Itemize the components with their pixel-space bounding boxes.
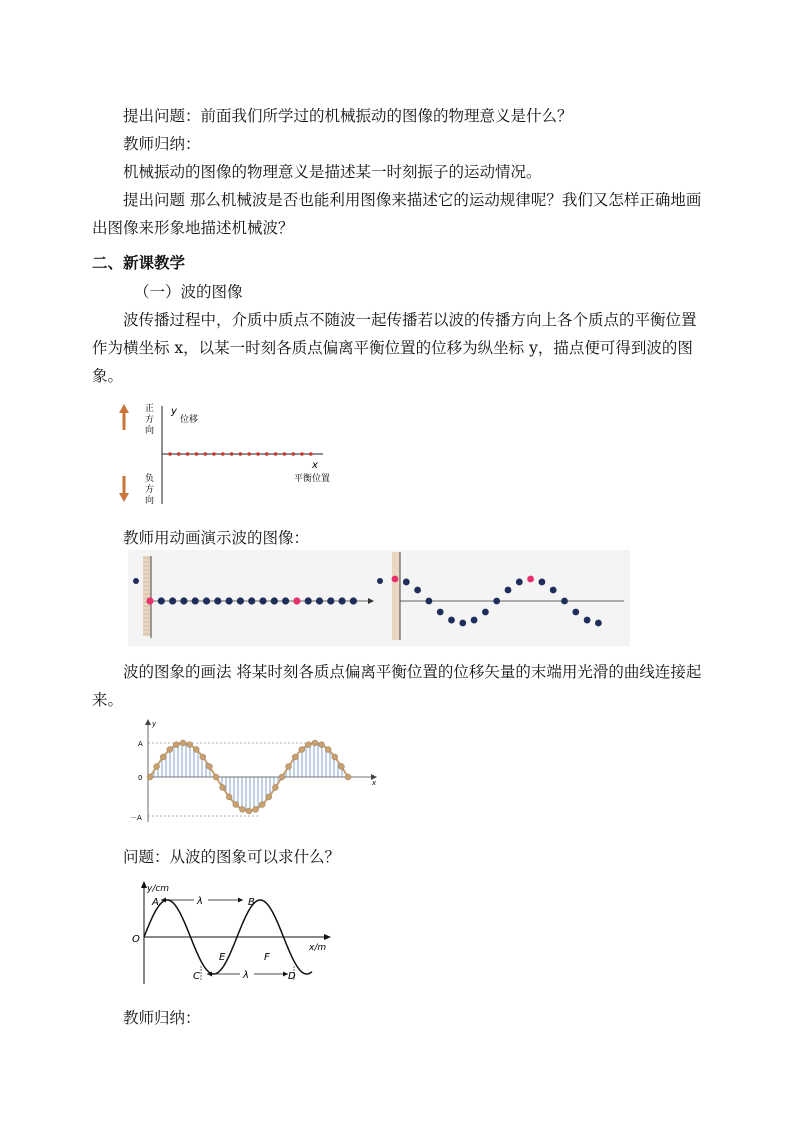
- particle: [595, 620, 602, 627]
- teacher-summary-2: 教师归纳：: [123, 1009, 201, 1027]
- x-axis-label: 平衡位置: [294, 474, 331, 484]
- wave-bead: [193, 746, 199, 752]
- point-F-label: F: [264, 952, 270, 963]
- wave-bead: [305, 742, 311, 748]
- subsection-heading: （一）波的图像: [134, 283, 243, 301]
- particle: [293, 597, 300, 604]
- x-unit-label: x/m: [309, 943, 327, 953]
- particle: [448, 617, 455, 624]
- wave-bead: [345, 774, 351, 780]
- y-unit-label: y/cm: [147, 884, 170, 894]
- equilibrium-dot: [221, 452, 225, 456]
- particle: [505, 587, 512, 594]
- y-axis-label: 位移: [180, 415, 199, 425]
- wall-right: [392, 552, 400, 640]
- particle: [133, 578, 139, 584]
- wave-bead: [187, 742, 193, 748]
- wave-bead: [319, 742, 325, 748]
- wave-bead: [167, 746, 173, 752]
- section-heading: 二、新课教学: [92, 253, 186, 272]
- particle: [550, 587, 557, 594]
- particle: [203, 597, 210, 604]
- drawing-method-paragraph: 波的图象的画法 将某时刻各质点偏离平衡位置的位移矢量的末端用光滑的曲线连接起来。: [92, 663, 702, 709]
- particle: [539, 579, 546, 586]
- wave-image-block: [92, 278, 702, 390]
- answer-1: 机械振动的图像的物理意义是描述某一时刻振子的运动情况。: [123, 163, 542, 181]
- figure-animation-frames: [128, 550, 630, 646]
- origin-label: O: [132, 934, 140, 945]
- wave-bead: [160, 754, 166, 760]
- equilibrium-dot: [186, 452, 190, 456]
- wave-bead: [226, 794, 232, 800]
- particle: [403, 579, 410, 586]
- wave-bead: [147, 774, 153, 780]
- wall-left: [143, 556, 151, 636]
- particle: [414, 587, 421, 594]
- equilibrium-dot: [256, 452, 260, 456]
- particle: [305, 597, 312, 604]
- equilibrium-dot: [309, 452, 313, 456]
- wave-bead: [246, 808, 252, 814]
- teacher-summary-1: 教师归纳：: [123, 135, 201, 153]
- origin-label: 0: [138, 774, 143, 782]
- wave-bead: [286, 763, 292, 769]
- point-A-label: A: [152, 897, 159, 908]
- equilibrium-dot: [195, 452, 199, 456]
- wave-bead: [206, 763, 212, 769]
- wave-bead: [266, 794, 272, 800]
- wave-bead: [272, 785, 278, 791]
- particle: [437, 609, 444, 616]
- particle: [214, 597, 221, 604]
- label-down-1: 负: [145, 474, 155, 484]
- equilibrium-dot: [283, 452, 287, 456]
- equilibrium-dot: [230, 452, 234, 456]
- particle: [271, 597, 278, 604]
- particle: [584, 617, 591, 624]
- wave-bead: [338, 763, 344, 769]
- lambda-bottom-label: λ: [243, 970, 249, 981]
- y-label: y: [152, 720, 157, 728]
- wave-bead: [299, 746, 305, 752]
- wave-bead: [279, 774, 285, 780]
- particle: [146, 597, 153, 604]
- particle: [169, 597, 176, 604]
- equilibrium-dot: [168, 452, 172, 456]
- equilibrium-dot: [203, 452, 207, 456]
- wave-bead: [173, 742, 179, 748]
- equilibrium-dot: [265, 452, 269, 456]
- equilibrium-dot: [274, 452, 278, 456]
- equilibrium-dot: [239, 452, 243, 456]
- point-C-label: C: [193, 971, 200, 982]
- particle: [493, 598, 500, 605]
- equilibrium-dot: [177, 452, 181, 456]
- particle: [180, 597, 187, 604]
- label-up-3: 向: [145, 426, 155, 436]
- particle: [339, 597, 346, 604]
- wave-bead: [292, 754, 298, 760]
- particle: [350, 597, 357, 604]
- equilibrium-dot: [300, 452, 304, 456]
- amplitude-label: A: [138, 740, 143, 748]
- drawing-method-block: [92, 658, 702, 714]
- intro-block: [92, 102, 702, 242]
- x-label: x: [372, 779, 377, 787]
- particle: [316, 597, 323, 604]
- x-axis-symbol: x: [312, 460, 318, 471]
- label-down-3: 向: [145, 496, 155, 506]
- label-down-2: 方: [145, 485, 155, 495]
- wave-bead: [220, 785, 226, 791]
- lambda-top-label: λ: [197, 896, 203, 907]
- wave-bead: [253, 806, 259, 812]
- wave-bead: [259, 802, 265, 808]
- particle: [471, 617, 478, 624]
- equilibrium-dot: [212, 452, 216, 456]
- wave-bead: [233, 802, 239, 808]
- question-2: 提出问题 那么机械波是否也能利用图像来描述它的运动规律呢？我们又怎样正确地画出图像来形象地描述机械波？: [92, 191, 702, 237]
- particle: [459, 620, 466, 627]
- particle: [192, 597, 199, 604]
- particle: [572, 609, 579, 616]
- wave-bead: [332, 754, 338, 760]
- point-E-label: E: [219, 952, 226, 963]
- wave-image-paragraph: 波传播过程中，介质中质点不随波一起传播若以波的传播方向上各个质点的平衡位置作为横坐标 x，以某一时刻各质点偏离平衡位置的位移为纵坐标 y，描点便可得到波的图象。: [92, 311, 697, 385]
- particle: [527, 576, 534, 583]
- wave-bead: [200, 754, 206, 760]
- figure-axes-equilibrium: [118, 400, 343, 506]
- particle: [377, 578, 383, 584]
- wave-bead: [325, 746, 331, 752]
- particle: [259, 597, 266, 604]
- figure-wavelength: [128, 880, 338, 986]
- wave-bead: [154, 763, 160, 769]
- particle: [327, 597, 334, 604]
- particle: [561, 598, 568, 605]
- question-block: [92, 843, 702, 871]
- question-1: 提出问题：前面我们所学过的机械振动的图像的物理意义是什么？: [123, 107, 573, 125]
- closing-block: [92, 1004, 702, 1032]
- point-D-label: D: [288, 971, 296, 982]
- question-paragraph: 问题：从波的图象可以求什么？: [123, 848, 341, 866]
- y-axis-symbol: y: [171, 406, 177, 417]
- wave-bead: [239, 806, 245, 812]
- particle: [392, 576, 399, 583]
- wave-bead: [312, 740, 318, 746]
- figure-wave-stems: [128, 718, 384, 826]
- particle: [248, 597, 255, 604]
- particle: [426, 598, 433, 605]
- particle: [158, 597, 165, 604]
- point-B-label: B: [248, 897, 255, 908]
- particle: [482, 609, 489, 616]
- particle: [237, 597, 244, 604]
- wave-bead: [213, 774, 219, 780]
- animation-block: [92, 524, 702, 552]
- equilibrium-dot: [291, 452, 295, 456]
- particle: [226, 597, 233, 604]
- particle: [516, 579, 523, 586]
- neg-amplitude-label: －A: [130, 814, 142, 822]
- particle: [282, 597, 289, 604]
- label-up-2: 方: [145, 415, 155, 425]
- label-up-1: 正: [145, 404, 155, 414]
- equilibrium-dot: [247, 452, 251, 456]
- animation-paragraph: 教师用动画演示波的图像：: [123, 529, 310, 547]
- wave-bead: [180, 740, 186, 746]
